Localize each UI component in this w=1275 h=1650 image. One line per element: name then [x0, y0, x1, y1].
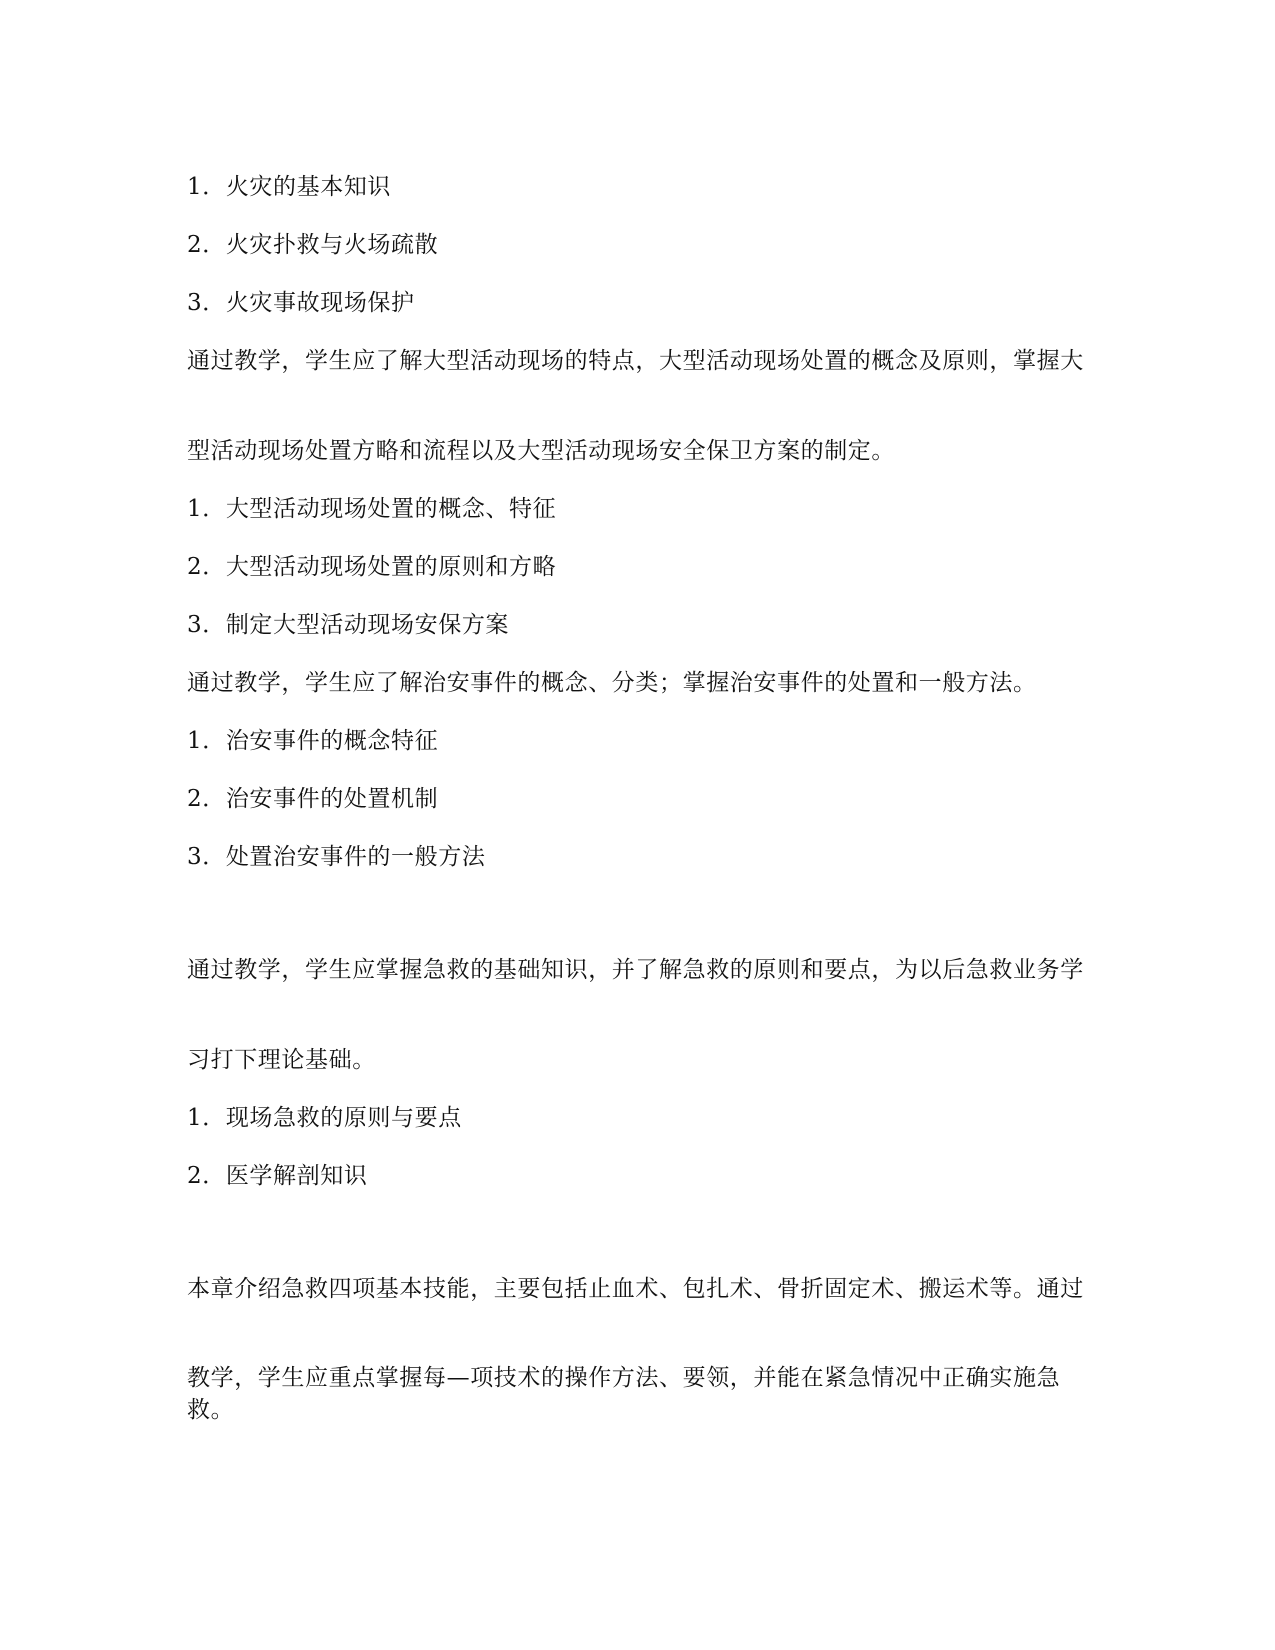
- paragraph-chapter-skills-intro-cont: 教学，学生应重点掌握每—项技术的操作方法、要领，并能在紧急情况中正确实施急救。: [187, 1365, 1061, 1423]
- paragraph-public-security-intro: 通过教学，学生应了解治安事件的概念、分类；掌握治安事件的处置和一般方法。: [187, 670, 1037, 696]
- list-item-anatomy: 2．医学解剖知识: [187, 1163, 368, 1189]
- list-item-large-event-concept: 1．大型活动现场处置的概念、特征: [187, 496, 557, 522]
- list-item-fire-basics: 1．火灾的基本知识: [187, 174, 392, 200]
- paragraph-large-event-intro: 通过教学，学生应了解大型活动现场的特点，大型活动现场处置的概念及原则，掌握大: [187, 348, 1084, 374]
- list-item-large-event-security-plan: 3．制定大型活动现场安保方案: [187, 612, 510, 638]
- list-item-fire-fighting-evacuation: 2．火灾扑救与火场疏散: [187, 232, 439, 258]
- paragraph-large-event-intro-cont: 型活动现场处置方略和流程以及大型活动现场安全保卫方案的制定。: [187, 438, 895, 464]
- list-item-security-concept: 1．治安事件的概念特征: [187, 728, 439, 754]
- list-item-large-event-principles: 2．大型活动现场处置的原则和方略: [187, 554, 557, 580]
- paragraph-first-aid-intro-cont: 习打下理论基础。: [187, 1047, 376, 1073]
- list-item-security-methods: 3．处置治安事件的一般方法: [187, 844, 486, 870]
- list-item-fire-scene-protection: 3．火灾事故现场保护: [187, 290, 415, 316]
- list-item-security-mechanism: 2．治安事件的处置机制: [187, 786, 439, 812]
- paragraph-chapter-skills-intro: 本章介绍急救四项基本技能，主要包括止血术、包扎术、骨折固定术、搬运术等。通过: [187, 1276, 1084, 1302]
- paragraph-first-aid-intro: 通过教学，学生应掌握急救的基础知识，并了解急救的原则和要点，为以后急救业务学: [187, 957, 1084, 983]
- list-item-first-aid-principles: 1．现场急救的原则与要点: [187, 1105, 462, 1131]
